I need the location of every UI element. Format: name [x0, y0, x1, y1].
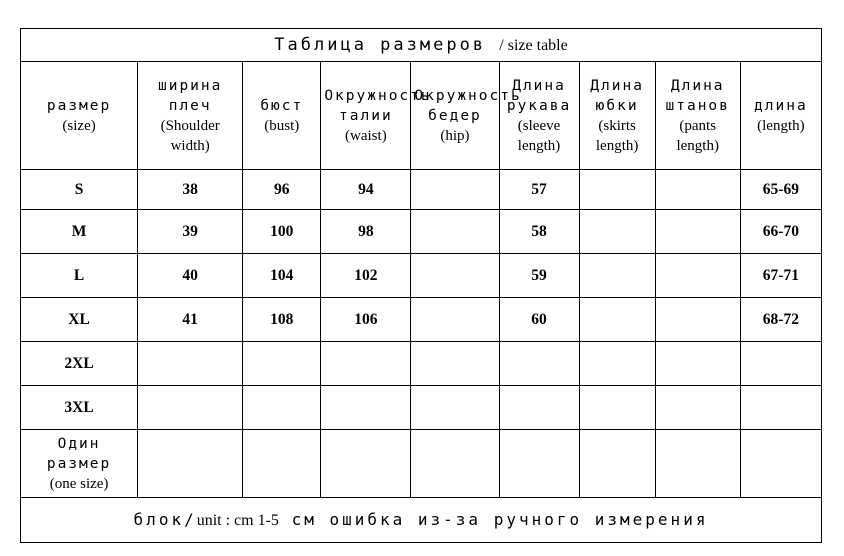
sleeve-cell: 59	[499, 254, 579, 298]
table-row	[21, 170, 822, 210]
empty-cell	[499, 430, 579, 498]
pants-cell	[655, 342, 740, 386]
bust-cell: 108	[243, 298, 321, 342]
column-header-waist: Окружность талии (waist)	[321, 62, 411, 170]
waist-cell	[321, 386, 411, 430]
sleeve-cell	[499, 342, 579, 386]
hip-cell	[411, 170, 499, 210]
skirt-cell	[579, 386, 655, 430]
table-row	[21, 210, 822, 254]
waist-cell: 94	[321, 170, 411, 210]
waist-cell: 106	[321, 298, 411, 342]
sleeve-cell: 58	[499, 210, 579, 254]
empty-cell	[655, 430, 740, 498]
bust-cell: 100	[243, 210, 321, 254]
shoulder-cell: 40	[138, 254, 243, 298]
column-header-shoulder: ширина плеч (Shoulder width)	[138, 62, 243, 170]
size-cell: XL	[21, 298, 138, 342]
size-cell: S	[21, 170, 138, 210]
pants-cell	[655, 386, 740, 430]
sleeve-cell: 60	[499, 298, 579, 342]
empty-cell	[321, 430, 411, 498]
empty-cell	[138, 430, 243, 498]
size-cell: L	[21, 254, 138, 298]
column-header-sleeve: Длина рукава (sleeve length)	[499, 62, 579, 170]
column-header-pants: Длина штанов (pants length)	[655, 62, 740, 170]
waist-cell: 102	[321, 254, 411, 298]
table-row	[21, 298, 822, 342]
column-header-hip: Окружность бедер (hip)	[411, 62, 499, 170]
footer-unit: unit : cm 1-5	[196, 512, 279, 529]
skirt-cell	[579, 170, 655, 210]
hip-cell	[411, 254, 499, 298]
one-size-en: (one size)	[49, 475, 109, 492]
hip-cell	[411, 210, 499, 254]
length-cell	[740, 386, 821, 430]
column-header-bust: бюст (bust)	[243, 62, 321, 170]
pants-cell	[655, 210, 740, 254]
column-header-skirt: Длина юбки (skirts length)	[579, 62, 655, 170]
table-row	[21, 386, 822, 430]
length-cell: 66-70	[740, 210, 821, 254]
size-cell: 3XL	[21, 386, 138, 430]
pants-cell	[655, 298, 740, 342]
hip-cell	[411, 298, 499, 342]
hip-cell	[411, 386, 499, 430]
shoulder-cell: 41	[138, 298, 243, 342]
pants-cell	[655, 254, 740, 298]
length-cell	[740, 342, 821, 386]
table-row	[21, 254, 822, 298]
table-title-ru: Таблица размеров	[274, 35, 487, 55]
footer-ru-prefix: блок/	[133, 510, 197, 529]
size-cell: 2XL	[21, 342, 138, 386]
shoulder-cell	[138, 386, 243, 430]
column-header-size: размер (size)	[21, 62, 138, 170]
skirt-cell	[579, 254, 655, 298]
header-row	[21, 62, 822, 170]
empty-cell	[411, 430, 499, 498]
skirt-cell	[579, 210, 655, 254]
bust-cell	[243, 386, 321, 430]
table-row	[21, 342, 822, 386]
length-cell: 65-69	[740, 170, 821, 210]
one-size-ru: Один размер	[46, 435, 112, 472]
skirt-cell	[579, 342, 655, 386]
shoulder-cell: 39	[138, 210, 243, 254]
pants-cell	[655, 170, 740, 210]
skirt-cell	[579, 298, 655, 342]
bust-cell: 104	[243, 254, 321, 298]
table-title-en: / size table	[499, 37, 568, 54]
empty-cell	[243, 430, 321, 498]
footer-note	[21, 498, 822, 543]
sleeve-cell	[499, 386, 579, 430]
empty-cell	[579, 430, 655, 498]
length-cell: 68-72	[740, 298, 821, 342]
hip-cell	[411, 342, 499, 386]
sleeve-cell: 57	[499, 170, 579, 210]
footer-ru-note: см ошибка из-за ручного измерения	[278, 510, 709, 529]
waist-cell	[321, 342, 411, 386]
one-size-cell	[21, 430, 138, 498]
size-table	[20, 28, 822, 543]
column-header-length: длина (length)	[740, 62, 821, 170]
empty-cell	[740, 430, 821, 498]
shoulder-cell	[138, 342, 243, 386]
table-row	[21, 430, 822, 498]
table-title	[21, 29, 822, 62]
length-cell: 67-71	[740, 254, 821, 298]
shoulder-cell: 38	[138, 170, 243, 210]
bust-cell	[243, 342, 321, 386]
size-cell: M	[21, 210, 138, 254]
bust-cell: 96	[243, 170, 321, 210]
waist-cell: 98	[321, 210, 411, 254]
